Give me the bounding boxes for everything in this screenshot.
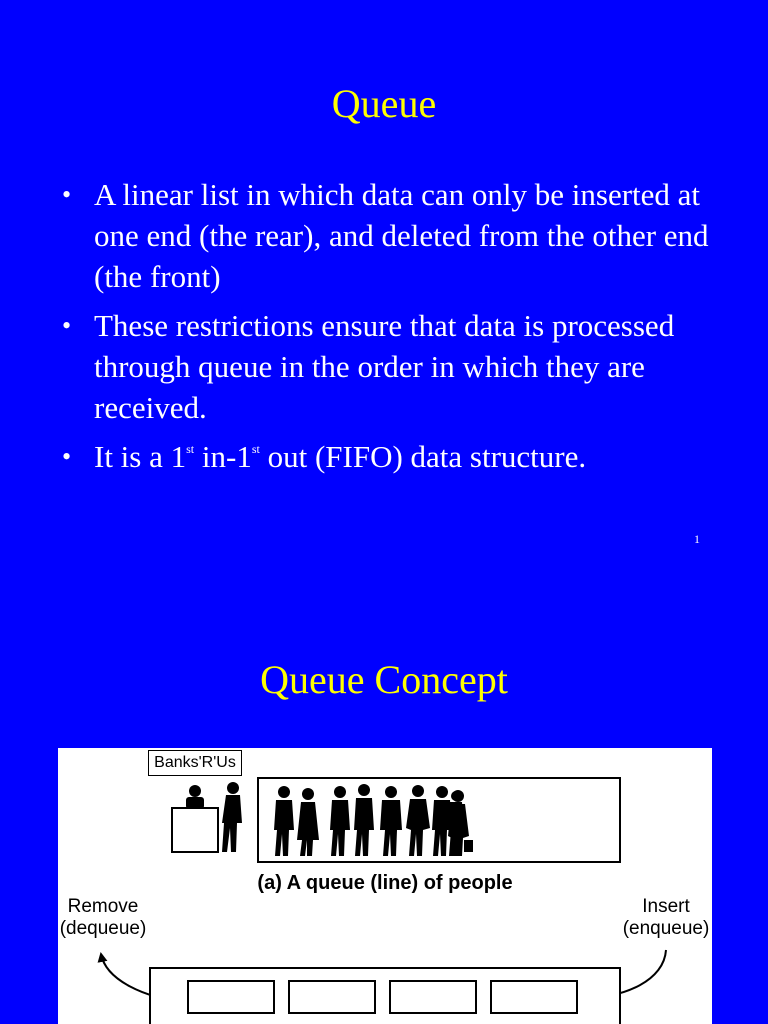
slide-title: Queue [331, 81, 437, 126]
bullet-text: A linear list in which data can only be inserted at one end (the rear), and deleted from the other end (the front) [94, 177, 709, 294]
bullet-item [62, 174, 712, 297]
slide-queue-concept [0, 600, 768, 1024]
bullet-icon: • [62, 311, 72, 340]
bullet-list [62, 174, 712, 485]
bullet-text: These restrictions ensure that data is processed through queue in the order in which they are received. [94, 308, 675, 425]
insert-label: Insert (enqueue) [622, 896, 710, 939]
bullet-icon: • [62, 180, 72, 209]
bullet-item [62, 305, 712, 428]
queue-slot [390, 981, 476, 1013]
superscript: st [251, 442, 260, 456]
slide-title: Queue Concept [260, 657, 508, 702]
bullet-text-part: in-1 [194, 439, 252, 474]
bank-counter-icon [172, 785, 218, 852]
bullet-text-part: It is a 1 [94, 439, 187, 474]
remove-label: Remove (dequeue) [59, 896, 147, 939]
queue-slot [289, 981, 375, 1013]
bullet-text-part: out (FIFO) data structure. [259, 439, 587, 474]
slide-number: 1 [694, 532, 700, 546]
bullet-item [62, 436, 712, 477]
figure-caption: (a) A queue (line) of people [257, 872, 513, 894]
queue-slot [491, 981, 577, 1013]
bullet-icon: • [62, 442, 72, 471]
queue-slot [188, 981, 274, 1013]
customer-at-counter-icon [222, 782, 242, 852]
queue-concept-figure [58, 748, 712, 1024]
superscript: st [186, 442, 195, 456]
bank-sign: Banks'R'Us [148, 750, 242, 776]
